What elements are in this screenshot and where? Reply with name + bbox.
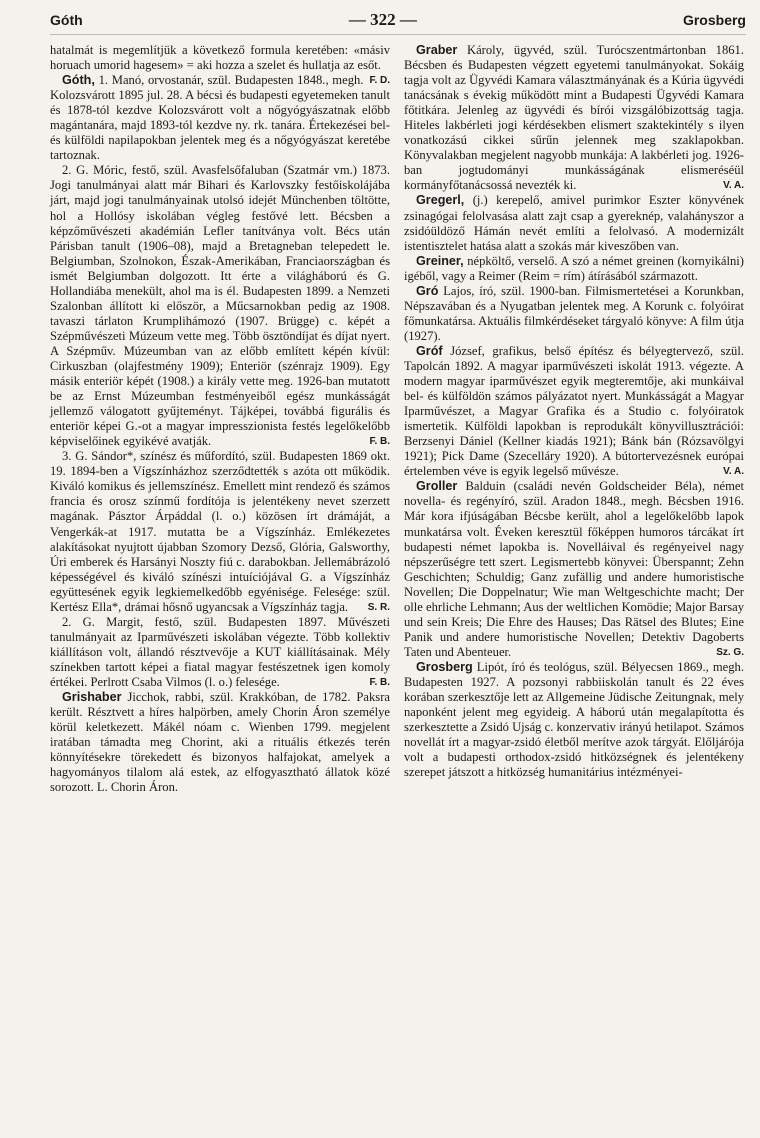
entry-headword: Gregerl, — [416, 193, 465, 208]
dictionary-entry — [50, 163, 390, 449]
entry-headword: Gróf — [416, 343, 443, 358]
entry-text: Lipót, író és teológus, szül. Bélyecsen 1869., megh. Budapesten 1927. A pozsonyi rabbiiskolán tanult és 22 éves korában szerkesztője lett az Allgemeine Jüdische Zeitungnak, mely naponként jelent meg egyideig. A háború után megalapította és szerkesztette a Zsidó Ujság c. konzervativ irányú hetilapot. Számos novellát írt a magyar-zsidó életből merítve azok tárgyát. Előljárója volt a budapesti orthodox-zsidó hitközségnek és jelentékeny szerepet játszott a hitközség humanitárius intézményei- — [404, 659, 745, 780]
entry-text: Károly, ügyvéd, szül. Turócszentmártonban 1861. Bécsben és Budapesten végzett egyetemi tanulmányokat. Sokáig tagja volt az Ügyvédi Kamara választmányának és a Kúria ügyvédi tanácsának s évekig működött mint a Budapesti Ügyvédi Kamara főtitkára. Jelenleg az ügyvédi és bírói vizsgálóbizottság tagja. Hiteles lakbérleti jogi kérdésekben elismert szaktekintély s ilyen vonatkozású cikkei sűrűn jelennek meg szaklapokban. Könyvalakban megjelent nagyobb munkája: A lakbérleti jog. 1926-ban jogtudományi munkásságának elismeréséül kormányfőtanácsossá nevezték ki. — [404, 43, 744, 193]
dictionary-entry — [404, 284, 744, 344]
entry-headword: Graber — [416, 43, 458, 57]
author-signature: F. B. — [369, 676, 390, 688]
entry-text: 2. G. Margit, festő, szül. Budapesten 1897. Művészeti tanulmányait az Iparművészeti iskolában végezte. Több kollektiv kiállításon volt, állandó résztvevője a KUT kiállításainak. Mély színekben tartott képei a fiatal magyar festészetnek igen komoly értékei. Perlrott Csaba Vilmos (l. o.) felesége. — [50, 614, 390, 689]
header-left-catchword: Góth — [50, 12, 83, 28]
text-columns — [50, 43, 746, 795]
dictionary-entry — [50, 615, 390, 690]
dictionary-entry — [404, 660, 744, 780]
left-column — [50, 43, 390, 795]
dictionary-entry — [50, 73, 390, 163]
entry-headword: Grishaber — [62, 690, 122, 705]
entry-text: Balduin (családi nevén Goldscheider Béla), német novella- és regényíró, szül. Aradon 1848., megh. Bécsben 1916. Már kora ifjúságában Bécsbe került, ahol a legelőkelőbb lapok munkatársa volt. Éveken keresztül főképpen humoros tárcákat írt budapesti német lapokba is. Novelláival és regényeivel nagy népszerűségre tett szert. Legismertebb könyvei: Überspannt; Zehn Geschichten; Schuldig; Ganz zufällig und andere humoristische Novellen; Die Doppelnatur; Wie man Weltgeschichte macht; Der olle ehrliche Lehmann; Aus der weltlichen Komödie; Major Barsay und sein Kreis; Die Ehre des Hauses; Das Rätsel des Blutes; Eine Panik und andere humoristische Novellen; Detektiv Dagoberts Taten und Abenteuer. — [404, 479, 744, 659]
entry-text: népköltő, verselő. A szó a német greinen (kornyikálni) igéből, vagy a Reimer (Reim = rím) átírásából származott. — [404, 253, 744, 283]
dictionary-entry — [50, 690, 390, 795]
page-number: — 322 — — [348, 10, 417, 29]
entry-headword: Greiner, — [416, 253, 464, 268]
author-signature: V. A. — [723, 466, 744, 478]
dictionary-entry — [404, 479, 744, 660]
entry-headword: Gró — [416, 283, 439, 298]
author-signature: F. D. — [369, 75, 390, 87]
entry-text: hatalmát is megemlítjük a következő formula keretében: «másiv horuach umorid hagesem» = aki hozza a szelet és hullatja az esőt. — [50, 43, 390, 73]
entry-headword: Grosberg — [416, 659, 473, 674]
header-right-catchword: Grosberg — [682, 12, 746, 28]
dictionary-entry — [404, 43, 744, 193]
page-header — [50, 10, 746, 35]
entry-text: (j.) kerepelő, amivel purimkor Eszter könyvének zsinagógai felolvasása alatt zajt csap a gyereknép, valahányszor a zsidóüldöző Hámán nevét említi a felolvasó. A modernizált istentisztelet hatása alatt a szokás már kiveszőben van. — [404, 193, 744, 253]
dictionary-entry — [404, 254, 744, 284]
author-signature: V. A. — [723, 180, 744, 192]
entry-headword: Groller — [416, 479, 458, 494]
author-signature: Sz. G. — [716, 646, 744, 658]
entry-text: 3. G. Sándor*, színész és műfordító, szül. Budapesten 1869 okt. 19. 1894-ben a Vígszínházhoz szerződtették s azóta ott működik. Kiváló komikus és jellemszínész. Emellett mint rendező és számos francia és orosz színmű fordítója is jelentékeny nevet szerzett magának. Pásztor Árpáddal (l. o.) közösen írt drámáját, a Vengerkák-at 1917. mutatta be a Vígszínház. Emlékezetes alakításokat nyujtott újabban Szomory Dezső, Glória, Galsworthy, Úri emberek és Harsányi Noszty fiú c. darabokban. Jellemábrázoló képességével és kiváló színészi intuíciójával G. a Vígszínház együttesének egyik legkiemelkedőbb egyénisége. Felesége: szül. Kertész Ella*, drámai hősnő ugyancsak a Vígszínház tagja. — [50, 449, 390, 614]
dictionary-entry — [404, 344, 744, 479]
entry-text: 2. G. Móric, festő, szül. Avasfelsőfaluban (Szatmár vm.) 1873. Jogi tanulmányai alatt már Bihari és Karlovszky festőiskolájába járt, majd jogi tanulmányainak utolsó idejét Münchenben töltötte, hol a Hollósy iskolában végleg festővé lett. Bécsben a képzőművészeti akadémián Lefler tanítványa volt. Bécs után Párisban tanult (1906–08), majd a Bretagneban telepedett le. Belgiumban, Szolnokon, Észak-Amerikában, Franciaországban és ismét Belgiumban dolgozott. Itt érte a világháború és G. Hollandiába menekült, ahol ma is él. Budapesten 1899. a Nemzeti Szalonban állított ki először, a Műcsarnokban pedig az 1908. tavaszi tárlaton Krumplihámozó (1907. Brügge) c. képét a Szépművészeti Múzeum vette meg. Több ösztöndíjat és díjat nyert. A Szépműv. Múzeumban van az előbb említett képén kívül: Cirkuszban (olajfestmény 1909); Enteriör (szénrajz 1909). Egy másik enteriör képét (1908.) a király vette meg. 1926-ban mutatott be az Ernst Múzeumban festményeiből egész munkásságát jellemző válogatott gyűjteményt. Tájképei, továbbá figurális és enteriör képei G.-ot a magyar impresszionista festés legelőkelőbb képviselőinek egyikévé avatják. — [50, 163, 390, 449]
entry-text: Lajos, író, szül. 1900-ban. Filmismertetései a Korunkban, Népszavában és a Nyugatban jelentek meg. A Korunk c. folyóirat főmunkatársa. Aktuális filmkérdéseket tárgyaló könyve: A film útja (1927). — [404, 283, 744, 343]
dictionary-entry — [50, 449, 390, 615]
right-column — [404, 43, 744, 795]
entry-text: 1. Manó, orvostanár, szül. Budapesten 1848., megh. Kolozsvárott 1895 jul. 28. A bécsi és budapesti egyetemeken tanult és 1878-tól kezdve Kolozsvárott volt a nőgyógyászatnak előbb magántanára, majd 1893-tól kezdve ny. rk. tanára. Értekezései bel- és külföldi napilapokban jelentek meg és a nőgyógyászat keretébe tartoznak. — [50, 73, 390, 163]
author-signature: F. B. — [369, 436, 390, 448]
author-signature: S. R. — [367, 601, 390, 613]
entry-headword: Góth, — [62, 73, 95, 88]
entry-text: Jicchok, rabbi, szül. Krakkóban, de 1782. Paksra került. Résztvett a híres halpörben, amely Chorin Áron személye körül keletkezett. Mákél nóam c. Wienben 1799. megjelent iratában támadta meg Chorint, aki a rituális étkezés terén könnyítésekre törekedett és bizonyos halfajokat, amelyek a hagyományos tilalom alá estek, az elfogyasztható állatok közé sorozott. L. Chorin Áron. — [50, 690, 390, 795]
dictionary-entry — [404, 193, 744, 253]
entry-text: József, grafikus, belső építész és bélyegtervező, szül. Tapolcán 1892. A magyar iparművészeti iskolát 1913. végezte. A modern magyar iparművészet egyik megteremtője, aki munkáival bel- és külföldön számos pályázatot nyert. Munkásságát a Magyar Iparművészet, a Magyar Grafika és a Studio c. folyóiratok ismertetik. Külföldi lapokban is reprodukált könyvillusztrációi: Berzsenyi Dániel (Kellner kiadás 1921); Bánk bán (Rózsavölgyi 1921); Pick Dame (Szecelláry 1920). A bútortervezésnek európai értelemben véve is egyik legelső művésze. — [404, 343, 744, 479]
